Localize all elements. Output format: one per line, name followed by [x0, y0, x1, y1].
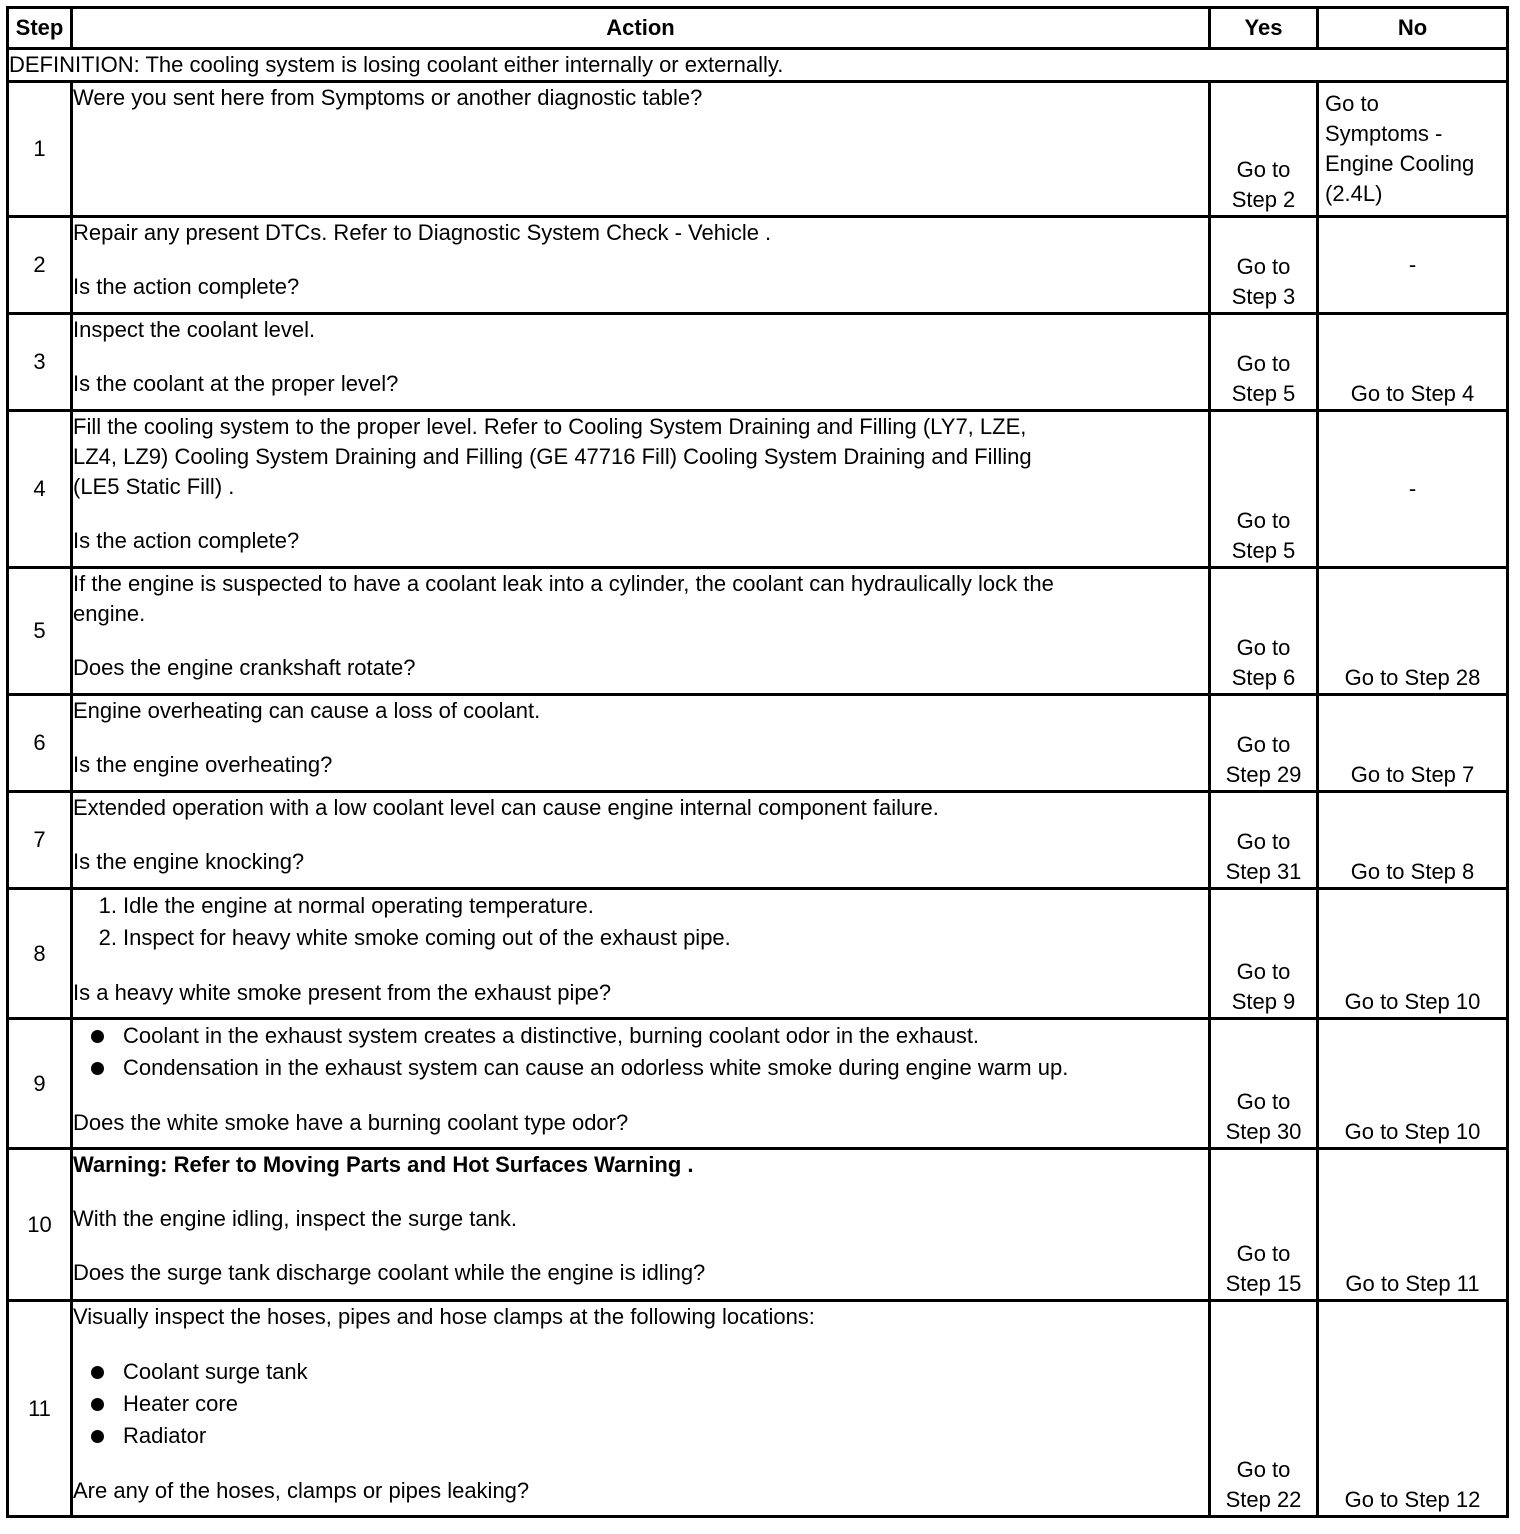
step-number: 1: [8, 82, 72, 217]
no-link[interactable]: Symptoms -: [1325, 121, 1443, 146]
yes-cell: [1210, 1149, 1318, 1301]
action-text: If the engine is suspected to have a coolant leak into a cylinder, the coolant can hydraulically lock the: [73, 571, 1054, 596]
action-text: (LE5 Static Fill) .: [73, 474, 235, 499]
yes-link[interactable]: Step 2: [1231, 187, 1296, 212]
table-row: [8, 889, 1508, 1019]
yes-cell: [1210, 889, 1318, 1019]
list-item-text: Heater core: [123, 1391, 238, 1416]
bullet-list: [73, 1356, 1208, 1452]
no-link[interactable]: Engine Cooling: [1325, 151, 1475, 176]
yes-link[interactable]: Go to: [1236, 254, 1291, 279]
question-text: Is the engine knocking?: [73, 849, 305, 874]
step-number: 9: [8, 1019, 72, 1149]
question-text: Is the action complete?: [73, 274, 300, 299]
action-cell: [72, 792, 1210, 889]
no-cell: [1318, 1301, 1508, 1517]
action-cell: [72, 889, 1210, 1019]
action-text: Inspect the coolant level.: [73, 317, 316, 342]
step-number: 7: [8, 792, 72, 889]
list-item-text: Radiator: [123, 1423, 207, 1448]
list-item: [73, 1052, 1208, 1084]
step-number: 10: [8, 1149, 72, 1301]
step-number: 4: [8, 411, 72, 568]
list-item: [73, 1420, 1208, 1452]
table-row: [8, 1149, 1508, 1301]
diagnostic-table: [6, 6, 1509, 1518]
yes-link[interactable]: Go to: [1236, 959, 1291, 984]
action-cell: [72, 695, 1210, 792]
no-link[interactable]: Go to Step 28: [1344, 665, 1481, 690]
no-cell: [1318, 82, 1508, 217]
action-cell: [72, 314, 1210, 411]
no-link[interactable]: Go to: [1325, 91, 1379, 116]
action-cell: [72, 1019, 1210, 1149]
no-cell: [1318, 314, 1508, 411]
action-cell: [72, 1301, 1210, 1517]
no-link[interactable]: Go to Step 4: [1350, 381, 1475, 406]
no-cell: [1318, 1019, 1508, 1149]
action-text: Fill the cooling system to the proper level. Refer to Cooling System Draining and Filling (LY7, LZE,: [73, 414, 1027, 439]
action-text: Were you sent here from Symptoms or another diagnostic table?: [73, 85, 703, 110]
table-row: [8, 792, 1508, 889]
yes-cell: [1210, 568, 1318, 695]
list-item: [73, 1356, 1208, 1388]
yes-link[interactable]: Step 6: [1231, 665, 1296, 690]
yes-cell: [1210, 217, 1318, 314]
yes-link[interactable]: Go to: [1236, 829, 1291, 854]
header-row: [8, 8, 1508, 49]
yes-link[interactable]: Go to: [1236, 1089, 1291, 1114]
list-marker: 2.: [98, 925, 117, 950]
yes-link[interactable]: Step 31: [1225, 859, 1302, 884]
yes-link[interactable]: Step 22: [1225, 1487, 1302, 1512]
list-item: [73, 1020, 1208, 1052]
list-item-text: Coolant surge tank: [123, 1359, 308, 1384]
yes-link[interactable]: Go to: [1236, 351, 1291, 376]
list-item: [73, 890, 1208, 922]
bullet-icon: [91, 1430, 104, 1443]
action-text: Visually inspect the hoses, pipes and hose clamps at the following locations:: [73, 1304, 815, 1329]
action-text: engine.: [73, 601, 146, 626]
yes-link[interactable]: Go to: [1236, 1457, 1291, 1482]
list-item-text: Coolant in the exhaust system creates a distinctive, burning coolant odor in the exhaust.: [123, 1023, 980, 1048]
yes-link[interactable]: Go to: [1236, 635, 1291, 660]
no-cell: [1318, 792, 1508, 889]
table-row: [8, 568, 1508, 695]
question-text: Is the action complete?: [73, 528, 300, 553]
bullet-icon: [91, 1030, 104, 1043]
yes-cell: [1210, 695, 1318, 792]
action-cell: [72, 82, 1210, 217]
list-item-text: Condensation in the exhaust system can cause an odorless white smoke during engine warm up.: [123, 1055, 1069, 1080]
table-row: [8, 411, 1508, 568]
no-link[interactable]: Go to Step 10: [1344, 1119, 1481, 1144]
bullet-list: [73, 1020, 1208, 1084]
question-text: Does the white smoke have a burning coolant type odor?: [73, 1110, 629, 1135]
no-cell: [1318, 1149, 1508, 1301]
question-text: Does the engine crankshaft rotate?: [73, 655, 416, 680]
action-text: With the engine idling, inspect the surge tank.: [73, 1206, 517, 1231]
no-cell: -: [1318, 217, 1508, 314]
header-yes: Yes: [1210, 8, 1318, 49]
question-text: Is the coolant at the proper level?: [73, 371, 399, 396]
yes-link[interactable]: Step 5: [1231, 381, 1296, 406]
yes-link[interactable]: Step 30: [1225, 1119, 1302, 1144]
action-cell: [72, 1149, 1210, 1301]
header-action: Action: [72, 8, 1210, 49]
yes-link[interactable]: Step 9: [1231, 989, 1296, 1014]
numbered-list: [73, 890, 1208, 954]
step-number: 5: [8, 568, 72, 695]
yes-link[interactable]: Step 29: [1225, 762, 1302, 787]
bullet-icon: [91, 1366, 104, 1379]
no-cell: -: [1318, 411, 1508, 568]
question-text: Are any of the hoses, clamps or pipes leaking?: [73, 1478, 530, 1503]
header-no: No: [1318, 8, 1508, 49]
table-row: [8, 314, 1508, 411]
yes-link[interactable]: Step 5: [1231, 538, 1296, 563]
yes-link[interactable]: Step 15: [1225, 1271, 1302, 1296]
yes-cell: [1210, 314, 1318, 411]
definition-row: [8, 49, 1508, 82]
list-item-text: Idle the engine at normal operating temperature.: [123, 893, 594, 918]
table-row: [8, 695, 1508, 792]
yes-cell: [1210, 792, 1318, 889]
no-link[interactable]: Go to Step 10: [1344, 989, 1481, 1014]
table-row: [8, 217, 1508, 314]
yes-link[interactable]: Step 3: [1231, 284, 1296, 309]
yes-cell: [1210, 82, 1318, 217]
step-number: 3: [8, 314, 72, 411]
no-cell: [1318, 695, 1508, 792]
table-row: [8, 1019, 1508, 1149]
bullet-icon: [91, 1062, 104, 1075]
action-text: Repair any present DTCs. Refer to Diagnostic System Check - Vehicle .: [73, 220, 772, 245]
no-link[interactable]: Go to Step 12: [1344, 1487, 1481, 1512]
yes-cell: [1210, 1019, 1318, 1149]
step-number: 6: [8, 695, 72, 792]
list-item: [73, 1388, 1208, 1420]
yes-cell: [1210, 411, 1318, 568]
action-text: Extended operation with a low coolant level can cause engine internal component failure.: [73, 795, 939, 820]
step-number: 2: [8, 217, 72, 314]
question-text: Is the engine overheating?: [73, 752, 333, 777]
list-marker: 1.: [98, 893, 117, 918]
table-row: [8, 82, 1508, 217]
table-row: [8, 1301, 1508, 1517]
yes-cell: [1210, 1301, 1318, 1517]
warning-text: Warning: Refer to Moving Parts and Hot Surfaces Warning .: [73, 1152, 694, 1177]
no-cell: [1318, 889, 1508, 1019]
definition-text: DEFINITION: The cooling system is losing coolant either internally or externally.: [8, 49, 1508, 82]
action-cell: [72, 568, 1210, 695]
no-link[interactable]: Go to Step 7: [1350, 762, 1475, 787]
list-item-text: Inspect for heavy white smoke coming out of the exhaust pipe.: [123, 925, 731, 950]
action-text: Engine overheating can cause a loss of coolant.: [73, 698, 541, 723]
no-cell: [1318, 568, 1508, 695]
step-number: 11: [8, 1301, 72, 1517]
yes-link[interactable]: Go to: [1236, 1241, 1291, 1266]
bullet-icon: [91, 1398, 104, 1411]
action-text: LZ4, LZ9) Cooling System Draining and Filling (GE 47716 Fill) Cooling System Draining and Filling: [73, 444, 1032, 469]
list-item: [73, 922, 1208, 954]
step-number: 8: [8, 889, 72, 1019]
action-cell: [72, 217, 1210, 314]
action-cell: [72, 411, 1210, 568]
yes-link[interactable]: Go to: [1236, 732, 1291, 757]
yes-link[interactable]: Go to: [1236, 508, 1291, 533]
header-step: Step: [8, 8, 72, 49]
no-link[interactable]: (2.4L): [1325, 181, 1383, 206]
no-link[interactable]: Go to Step 11: [1345, 1271, 1480, 1296]
no-link[interactable]: Go to Step 8: [1350, 859, 1475, 884]
question-text: Does the surge tank discharge coolant while the engine is idling?: [73, 1260, 706, 1285]
yes-link[interactable]: Go to: [1236, 157, 1291, 182]
question-text: Is a heavy white smoke present from the exhaust pipe?: [73, 980, 612, 1005]
